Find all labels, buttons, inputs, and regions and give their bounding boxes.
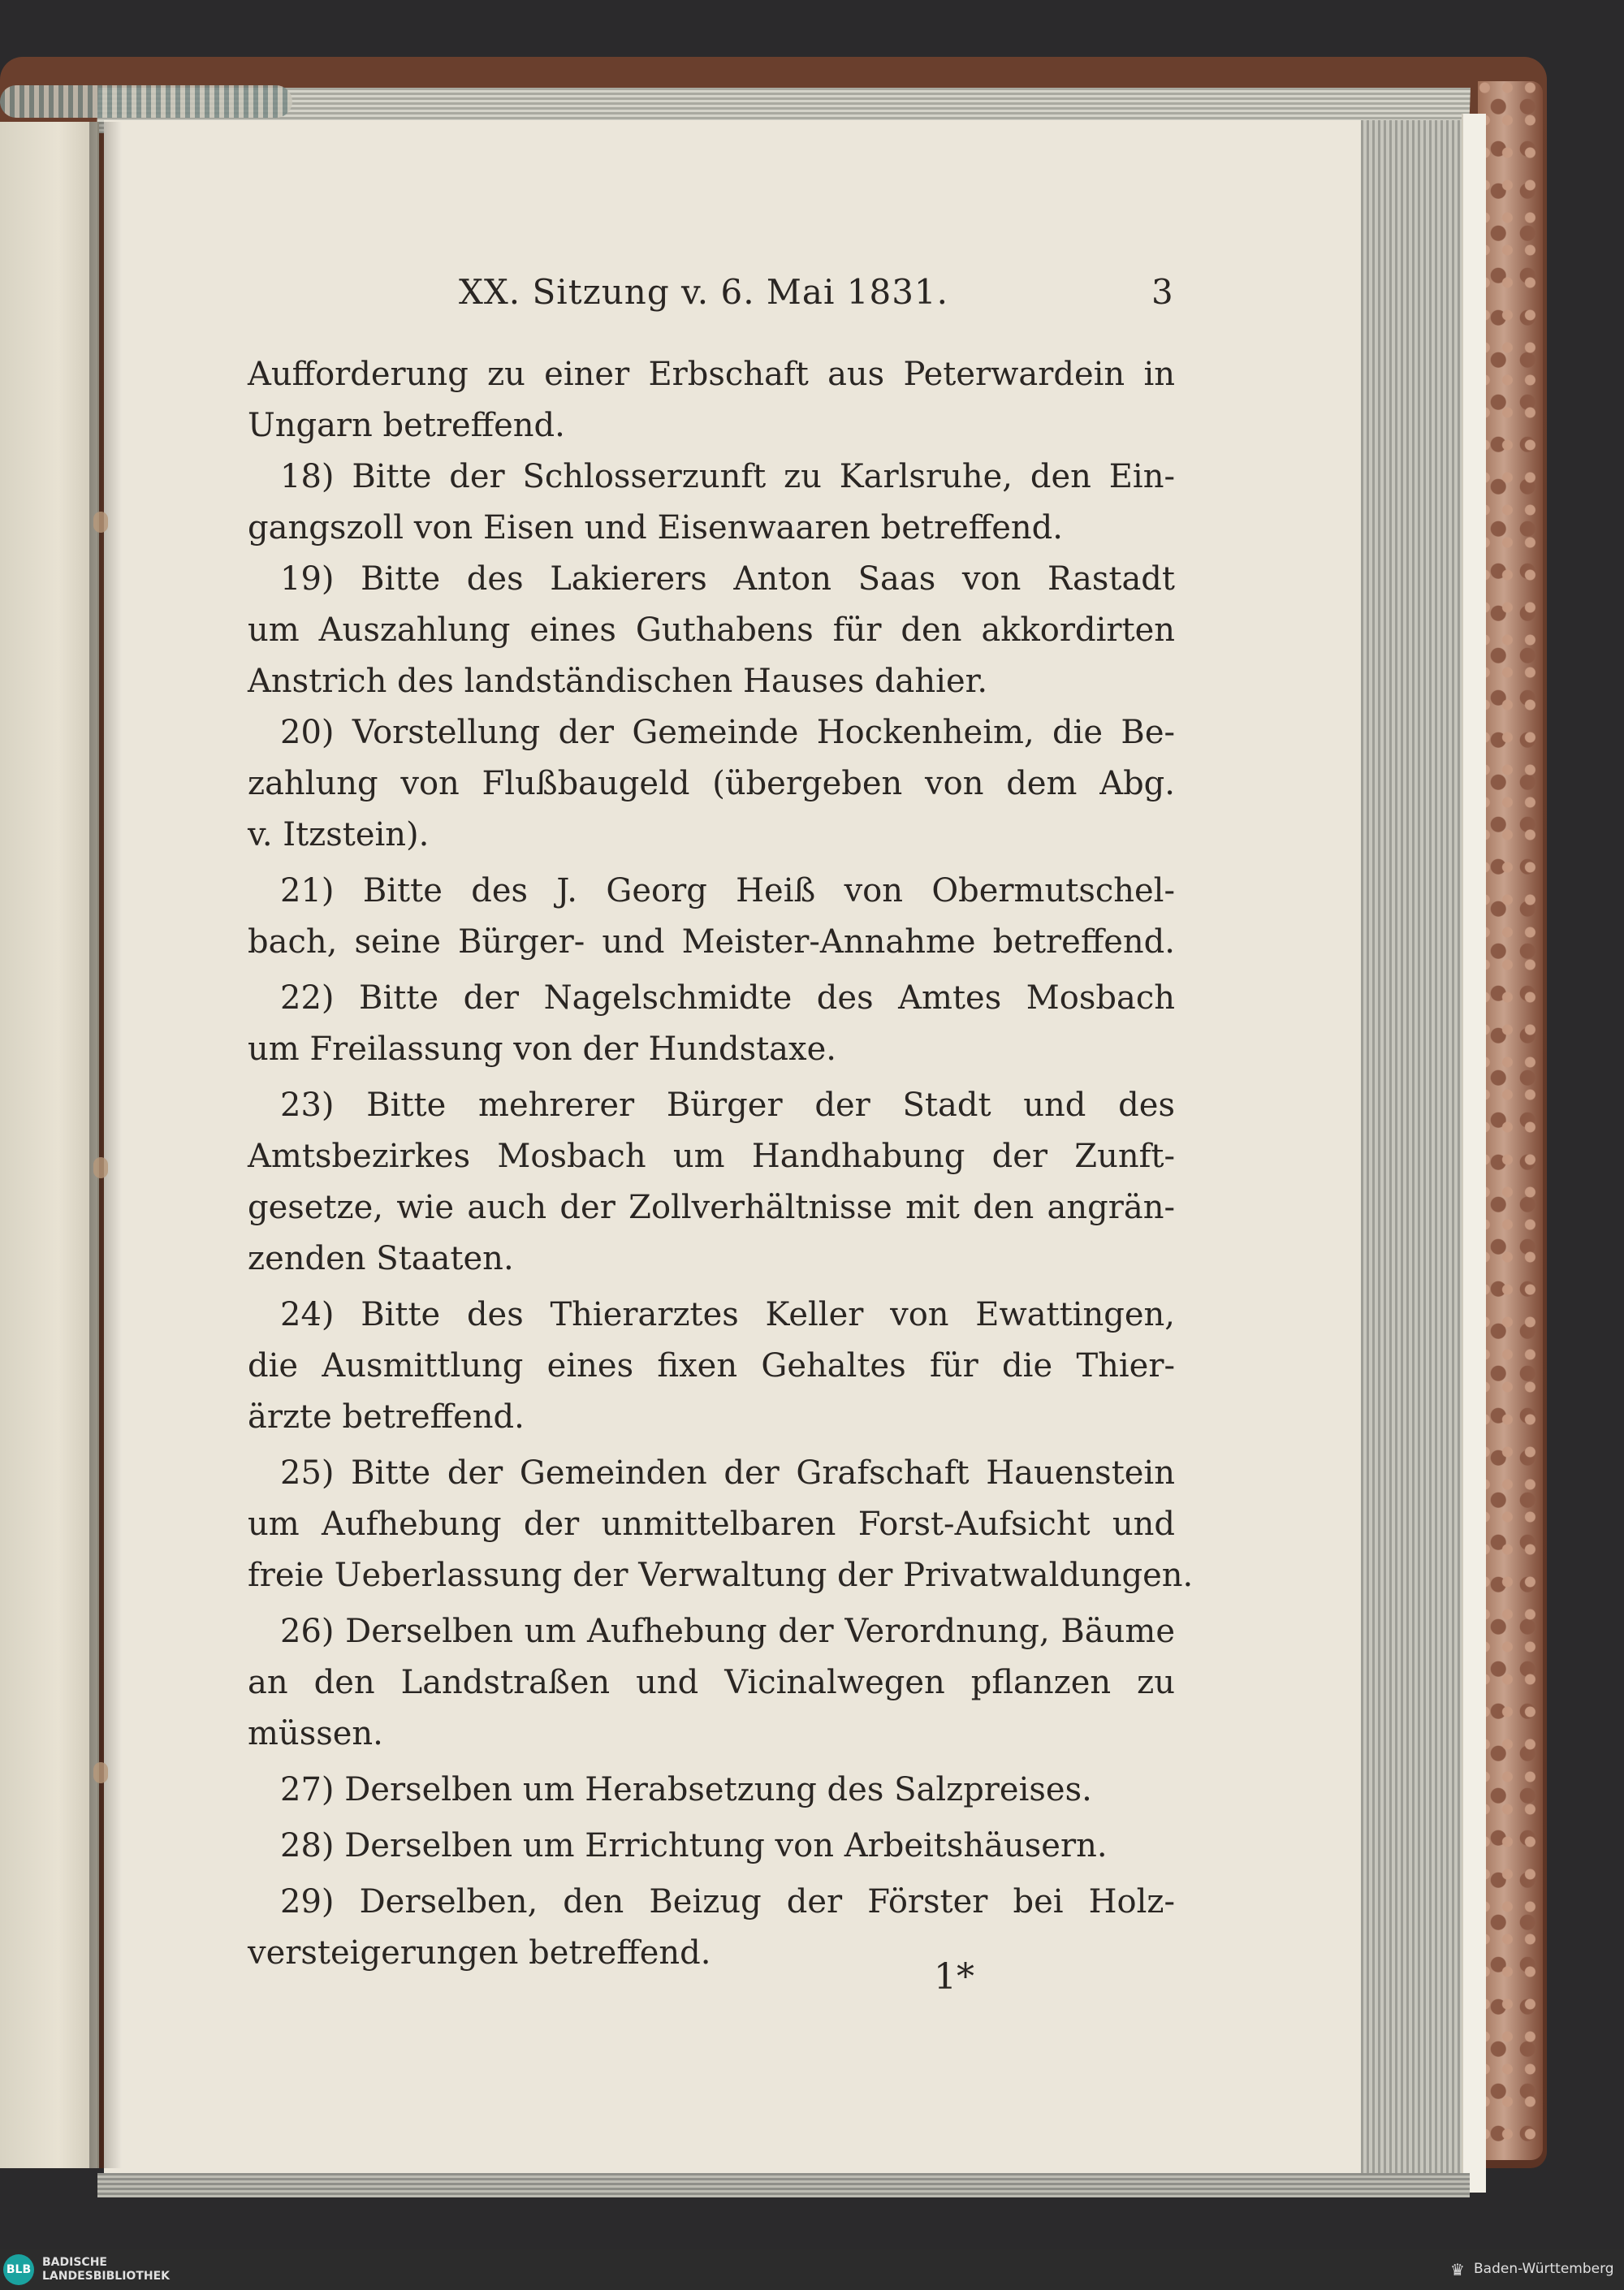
cover-edge [1462, 114, 1486, 2193]
text-line: 20) Vorstellung der Gemeinde Hockenheim, die Be- [280, 714, 1175, 751]
text-line: 29) Derselben, den Beizug der Förster bei Holz- [280, 1883, 1175, 1921]
text-line: v. Itzstein). [248, 816, 430, 853]
coat-of-arms-icon[interactable]: ♛ [1450, 2260, 1465, 2279]
text-line: ärzte betreffend. [248, 1398, 525, 1436]
text-line: 27) Derselben um Herabsetzung des Salzpreises. [280, 1771, 1092, 1808]
footer-bar [0, 2249, 1624, 2290]
text-line: Ungarn betreffend. [248, 407, 565, 444]
signature-mark: 1* [934, 1956, 974, 1998]
text-line: gangszoll von Eisen und Eisenwaaren betreffend. [248, 509, 1063, 547]
text-line: zenden Staaten. [248, 1240, 514, 1277]
text-line: 28) Derselben um Errichtung von Arbeitshäusern. [280, 1827, 1108, 1864]
text-line: 25) Bitte der Gemeinden der Grafschaft Hauenstein [280, 1454, 1175, 1492]
text-line: Amtsbezirkes Mosbach um Handhabung der Zunft- [248, 1138, 1175, 1175]
library-name [42, 2256, 253, 2284]
binding-thread [93, 1157, 108, 1178]
text-line: um Freilassung von der Hundstaxe. [248, 1030, 836, 1068]
text-line: 19) Bitte des Lakierers Anton Saas von Rastadt [280, 560, 1175, 598]
text-line: gesetze, wie auch der Zollverhältnisse mit den angrän- [248, 1189, 1175, 1226]
page-number: 3 [1151, 272, 1174, 312]
spine-shadow [89, 122, 122, 2168]
left-page [0, 122, 99, 2168]
binding-thread [93, 1762, 108, 1783]
text-line: 22) Bitte der Nagelschmidte des Amtes Mosbach [280, 979, 1175, 1017]
text-line: die Ausmittlung eines fixen Gehaltes für die Thier- [248, 1347, 1175, 1385]
text-line: 18) Bitte der Schlosserzunft zu Karlsruhe, den Ein- [280, 458, 1175, 495]
bottom-page-edge [97, 2173, 1470, 2197]
text-line: Anstrich des landständischen Hauses dahier. [248, 663, 988, 700]
library-name-line1: BADISCHE [42, 2256, 107, 2269]
text-line: freie Ueberlassung der Verwaltung der Privatwaldungen. [248, 1557, 1194, 1594]
text-line: versteigerungen betreffend. [248, 1934, 711, 1972]
running-title: XX. Sitzung v. 6. Mai 1831. [459, 272, 948, 312]
text-line: bach, seine Bürger- und Meister-Annahme betreffend. [248, 923, 1175, 961]
marbled-edge [1478, 81, 1543, 2160]
text-line: müssen. [248, 1715, 383, 1752]
text-line: Aufforderung zu einer Erbschaft aus Peterwardein in [248, 356, 1175, 393]
text-line: zahlung von Flußbaugeld (übergeben von dem Abg. [248, 765, 1175, 802]
library-name-line2: LANDESBIBLIOTHEK [42, 2270, 171, 2283]
text-line: 21) Bitte des J. Georg Heiß von Obermutschel- [280, 872, 1175, 910]
binding-thread [93, 512, 108, 533]
page-edges [1361, 120, 1462, 2175]
blb-logo[interactable]: BLB [3, 2254, 34, 2285]
text-line: um Aufhebung der unmittelbaren Forst-Aufsicht und [248, 1506, 1175, 1543]
text-line: 24) Bitte des Thierarztes Keller von Ewattingen, [280, 1296, 1175, 1333]
headband [0, 85, 292, 118]
text-line: 26) Derselben um Aufhebung der Verordnung, Bäume [280, 1613, 1175, 1650]
text-line: 23) Bitte mehrerer Bürger der Stadt und des [280, 1087, 1175, 1124]
state-name: Baden-Württemberg [1474, 2261, 1614, 2277]
text-line: um Auszahlung eines Guthabens für den akkordirten [248, 611, 1175, 649]
text-line: an den Landstraßen und Vicinalwegen pflanzen zu [248, 1664, 1175, 1701]
